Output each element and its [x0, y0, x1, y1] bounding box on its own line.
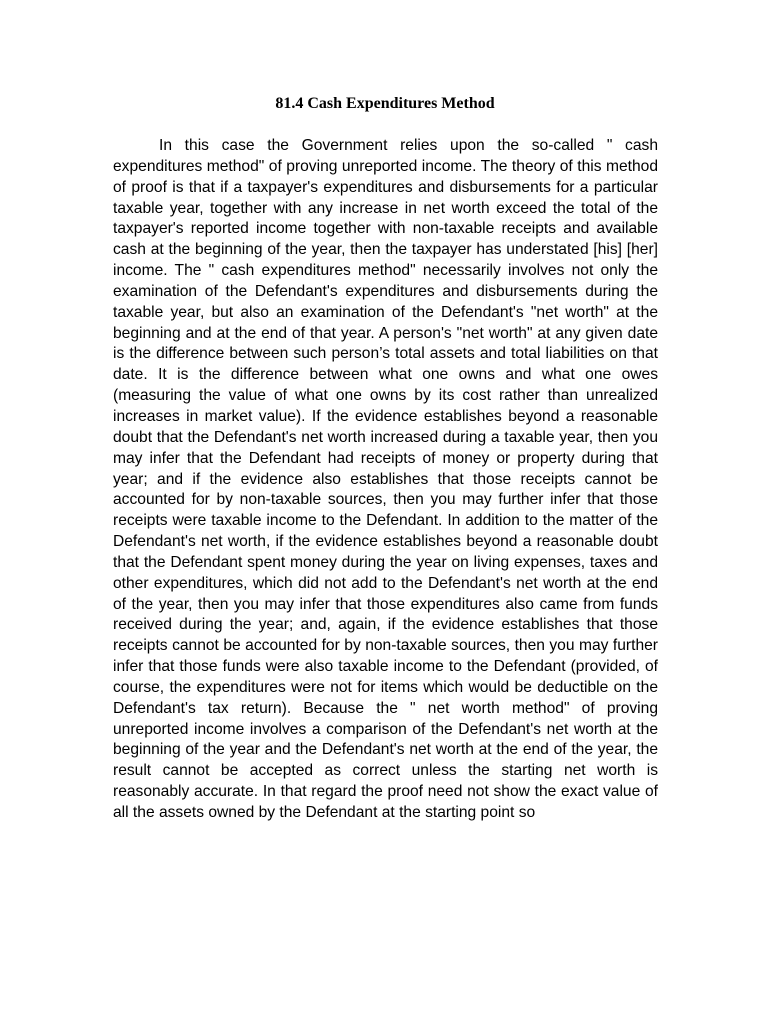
section-title: 81.4 Cash Expenditures Method	[275, 95, 495, 112]
body-paragraph: In this case the Government relies upon the so-called " cash expenditures method" of proving unreported income. The theory of this method of proof is that if a taxpayer's expenditures and disbursements for a particular taxable year, together with any increase in net worth exceed the total of the taxpayer's reported income together with non-taxable receipts and available cash at the beginning of the year, then the taxpayer has understated [his] [her] income. The " cash expenditures method" necessarily involves not only the examination of the Defendant's expenditures and disbursements during the taxable year, but also an examination of the Defendant's "net worth" at the beginning and at the end of that year. A person's "net worth" at any given date is the difference between such person’s total assets and total liabilities on that date. It is the difference between what one owns and what one owes (measuring the value of what one owns by its cost rather than unrealized increases in market value). If the evidence establishes beyond a reasonable doubt that the Defendant's net worth increased during a taxable year, then you may infer that the Defendant had receipts of money or property during that year; and if the evidence also establishes that those receipts cannot be accounted for by non-taxable sources, then you may further infer that those receipts were taxable income to the Defendant. In addition to the matter of the Defendant's net worth, if the evidence establishes beyond a reasonable doubt that the Defendant spent money during the year on living expenses, taxes and other expenditures, which did not add to the Defendant's net worth at the end of the year, then you may infer that those expenditures also came from funds received during the year; and, again, if the evidence establishes that those receipts cannot be accounted for by non-taxable sources, then you may further infer that those funds were also taxable income to the Defendant (provided, of course, the expenditures were not for items which would be deductible on the Defendant's tax return). Because the " net worth method" of proving unreported income involves a comparison of the Defendant's net worth at the beginning of the year and the Defendant's net worth at the end of the year, the result cannot be accepted as correct unless the starting net worth is reasonably accurate. In that regard the proof need not show the exact value of all the assets owned by the Defendant at the starting point so	[113, 137, 658, 821]
